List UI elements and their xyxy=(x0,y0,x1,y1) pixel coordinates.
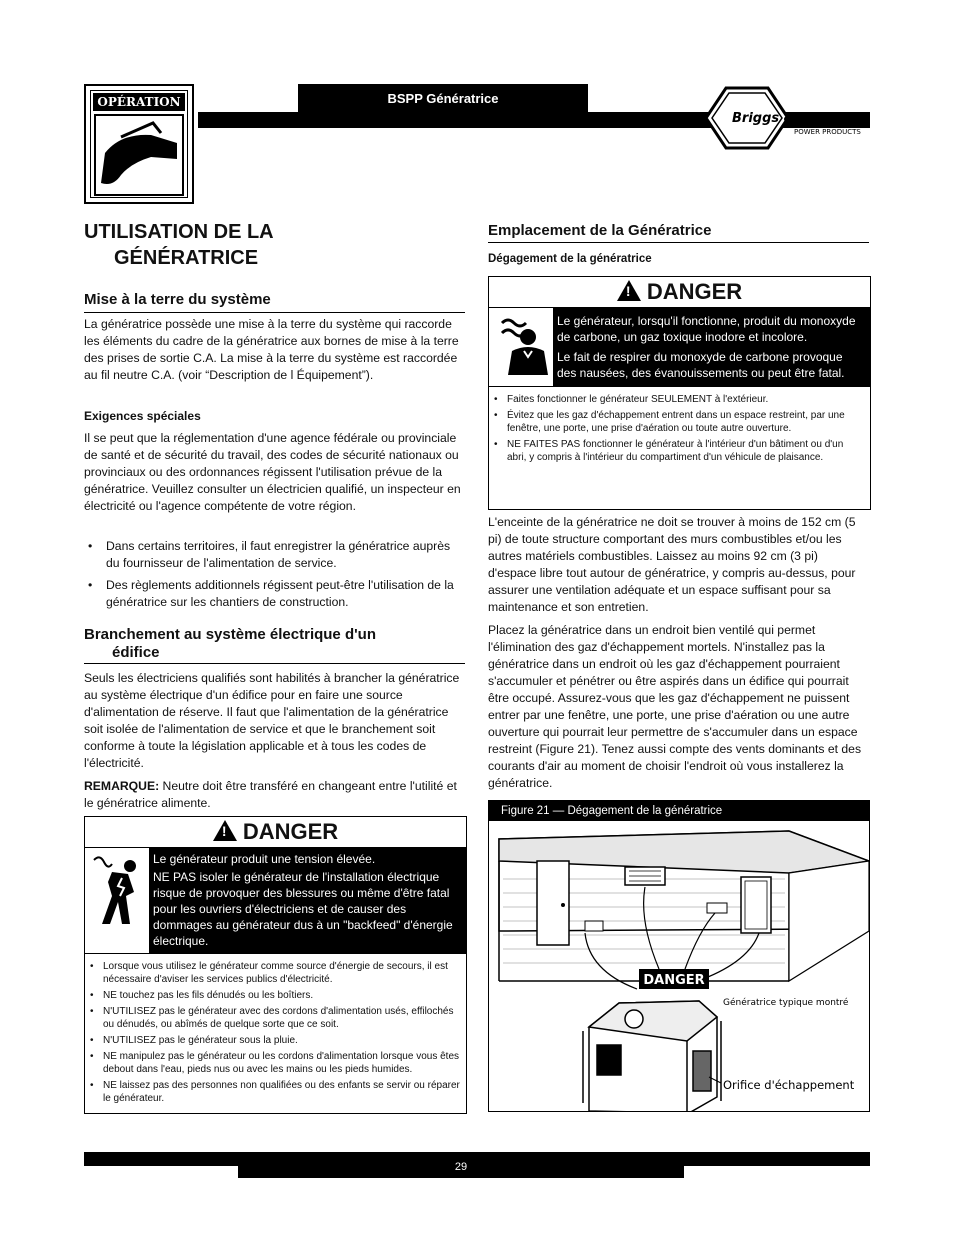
special-requirements-heading: Exigences spéciales xyxy=(84,409,201,423)
danger-line2: NE PAS isoler le générateur de l'installation électrique risque de provoquer des blessures ou même d'être fatal pour les ouvriers d'électriciens et de causer des dommages au générateur dus à un "backfeed" d'énergie électrique. xyxy=(153,870,453,948)
danger-title xyxy=(85,817,466,847)
list-item: • Dans certains territoires, il faut enregistrer la génératrice auprès du fournisseur de l'alimentation de service. xyxy=(84,538,465,572)
danger-title-text: DANGER xyxy=(646,279,743,304)
figure-21 xyxy=(488,800,870,1112)
heading-location: Emplacement de la Génératrice xyxy=(488,222,712,239)
figure-label-typical: Génératrice typique montré xyxy=(723,998,849,1008)
ventilation-paragraph: Placez la génératrice dans un endroit bien ventilé qui permet l'élimination des gaz d'échappement mortels. N'installez pas la génératrice dans un endroit où les gaz d'échappement pourraient s'accumuler et pénétrer ou être aspirés dans un édifice qui pourrait être occupé. Assurez-vous que les gaz d'échappement ne puissent entrer par une fenêtre, une porte, une prise d'aération ou une autre ouverture qui pourrait leur permettre de s'accumuler dans un espace restreint (Figure 21). Tenez aussi compte des vents dominants et des courants d'air au moment de choisir l'endroit où vous installerez la génératrice. xyxy=(488,623,862,790)
header-tab: BSPP Génératrice xyxy=(298,84,588,114)
list-item: • Des règlements additionnels régissent peut-être l'utilisation de la génératrice sur les chantiers de construction. xyxy=(84,577,465,611)
connection-paragraph: Seuls les électriciens qualifiés sont habilités à brancher la génératrice au système électrique d'un édifice pour en faire une source d'alimentation de réserve. Il faut que l'alimentation de la génératrice soit isolée de l'alimentation de service et que le branchement soit conforme à toute la législation applicable et à tous les codes de l'électricité. xyxy=(84,671,460,770)
heading-connection-line2: édifice xyxy=(112,644,160,661)
danger-title-text: DANGER xyxy=(242,819,339,844)
page-title xyxy=(84,219,274,271)
danger-message xyxy=(149,848,466,953)
clearance-paragraph: L'enceinte de la génératrice ne doit se trouver à moins de 152 cm (5 pi) de toute structure comportant des murs combustibles et/ou les autres matériels combustibles. Laissez au moins 92 cm (3 pi) d'espace libre tout autour de génératrice, y compris au-dessus, pour assurer une ventilation adéquate et un espace suffisant pour sa maintenance et son entretien. xyxy=(488,515,856,614)
figure-danger-label: DANGER xyxy=(643,973,705,988)
list-item: • NE FAITES PAS fonctionner le générateur à l'intérieur d'un bâtiment ou d'un abri, y compris à l'intérieur du compartiment d'un véhicule de plaisance. xyxy=(489,438,864,464)
page-title-line2: GÉNÉRATRICE xyxy=(114,247,259,269)
divider xyxy=(84,663,465,664)
note-text: Neutre doit être transféré en changeant entre l'utilité et le génératrice alimente. xyxy=(84,779,457,810)
figure-illustration xyxy=(489,821,869,1111)
danger-title xyxy=(489,277,870,307)
grounding-paragraph: La génératrice possède une mise à la terre du système qui raccorde les éléments du cadre de la génératrice aux bornes de mise à la terre des prises de sortie C.A. La mise à la terre du système est raccordée au fil neutre C.A. (voir “Description de l Équipement”). xyxy=(84,317,459,382)
toxic-fumes-icon xyxy=(489,308,553,384)
danger-box-electric xyxy=(84,816,467,1114)
briggs-stratton-logo xyxy=(698,82,870,154)
danger-message xyxy=(553,308,870,386)
requirements-list xyxy=(84,538,465,616)
heading-grounding: Mise à la terre du système xyxy=(84,291,271,308)
list-item: • Lorsque vous utilisez le générateur comme source d'énergie de secours, il est nécessaire d'aviser les services publics d'électricité. xyxy=(85,960,460,986)
page-number: 29 xyxy=(238,1158,684,1178)
electrocution-icon xyxy=(85,848,149,932)
logo-sub-text: POWER PRODUCTS xyxy=(794,128,861,136)
badge-label: OPÉRATION xyxy=(93,93,185,111)
danger-line1: Le générateur produit une tension élevée. xyxy=(153,852,376,866)
list-item: • NE manipulez pas le générateur ou les cordons d'alimentation lorsque vous êtes debout dans l'eau, pieds nus ou avec les mains ou les pieds humides. xyxy=(85,1050,460,1076)
hand-icon xyxy=(91,113,187,199)
list-item: • NE laissez pas des personnes non qualifiées ou des enfants se servir ou réparer le générateur. xyxy=(85,1079,460,1105)
warning-triangle-icon xyxy=(617,280,641,301)
figure-caption: Figure 21 — Dégagement de la génératrice xyxy=(489,801,869,821)
note-paragraph xyxy=(84,778,465,812)
danger-line1: Le générateur, lorsqu'il fonctionne, produit du monoxyde de carbone, un gaz toxique inodore et incolore. xyxy=(557,314,856,344)
list-item: • NE touchez pas les fils dénudés ou les boîtiers. xyxy=(85,989,460,1002)
clearance-heading: Dégagement de la génératrice xyxy=(488,253,652,265)
list-item: • Évitez que les gaz d'échappement entrent dans un espace restreint, par une fenêtre, une porte, une prise d'aération ou toute autre ouverture. xyxy=(489,409,864,435)
divider xyxy=(84,312,465,313)
heading-connection-line1: Branchement au système électrique d'un xyxy=(84,626,376,643)
list-item: • N'UTILISEZ pas le générateur avec des cordons d'alimentation usés, effilochés ou dénudés, ou abîmés de quelque sorte que ce soit. xyxy=(85,1005,460,1031)
operation-badge xyxy=(84,84,194,204)
figure-label-exhaust: Orifice d'échappement xyxy=(723,1078,855,1092)
list-item: • N'UTILISEZ pas le générateur sous la pluie. xyxy=(85,1034,460,1047)
heading-connection xyxy=(84,626,465,662)
warning-triangle-icon xyxy=(213,820,237,841)
danger-line2: Le fait de respirer du monoxyde de carbone provoque des nausées, des évanouissements ou peut être fatal. xyxy=(557,350,845,380)
page-title-line1: UTILISATION DE LA xyxy=(84,221,274,243)
divider xyxy=(488,242,869,243)
requirements-paragraph: Il se peut que la réglementation d'une agence fédérale ou provinciale de santé et de sécurité du travail, des codes de sécurité nationaux ou provinciaux ou des ordonnances régissent l'utilisation prévue de la génératrice. Veuillez consulter un électricien qualifié, un inspecteur en électricité ou l'agence compétente de votre région. xyxy=(84,431,461,513)
danger-box-co xyxy=(488,276,871,510)
note-label: REMARQUE: xyxy=(84,779,160,793)
logo-brand-text: Briggs & Stratton xyxy=(732,111,861,126)
list-item: • Faites fonctionner le générateur SEULEMENT à l'extérieur. xyxy=(489,393,864,406)
danger-list xyxy=(489,386,870,464)
danger-list xyxy=(85,953,466,1105)
